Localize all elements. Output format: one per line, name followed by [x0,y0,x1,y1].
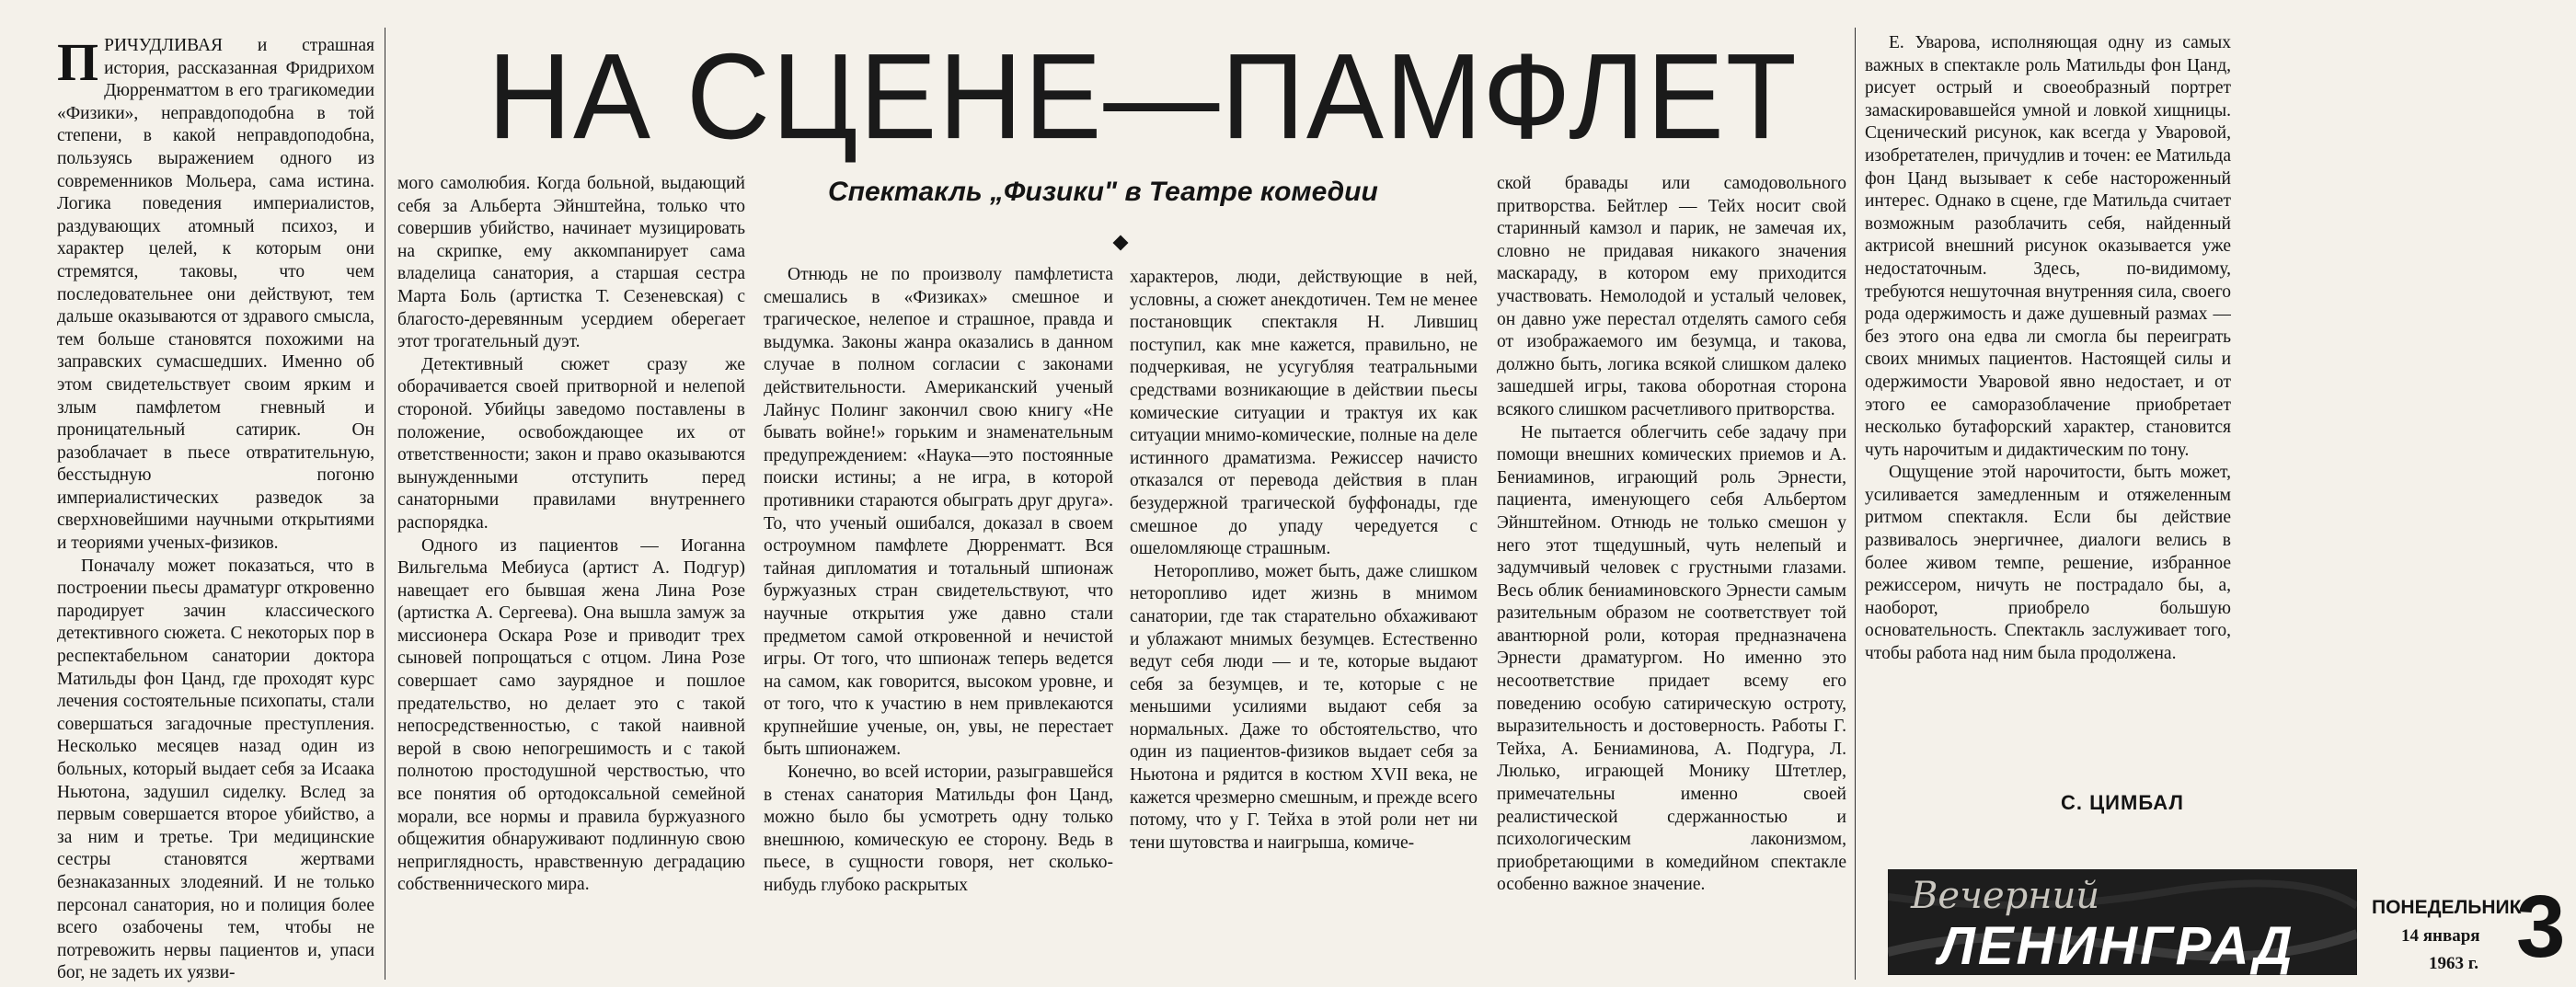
paragraph: Одного из пациентов — Иоганна Вильгельма Мебиуса (артист А. Подгур) навещает его бывшая жена Лина Розе (артистка А. Сергеева). Она вышла замуж за миссионера Оскара Розе и приводит трех сыновей попрощаться с отцом. Лина Розе совершает само заурядное и пошлое предательство, но делает это с такой непосредственностью, с такой наивной верой в свою непогрешимость и с такой полнотою простодушной черствостью, что все понятия об ортодоксальной семейной морали, все нормы и правила буржуазного общежития обнаруживают подлинную свою неприглядность, нравственную деградацию собственнического мира. [397,535,745,895]
article-column-3 [764,264,1113,982]
column-rule [1855,28,1856,980]
drop-cap: П [57,35,99,92]
paragraph: Конечно, во всей истории, разыгравшейся в стенах санатория Матильды фон Цанд, можно было бы усмотреть одну только внешнюю, комическую ее сторону. Ведь в пьесе, в сущности говоря, нет сколько-нибудь глубоко раскрытых [764,763,1113,896]
article-column-6 [1865,32,2231,860]
issue-date: 14 января [2401,926,2480,946]
paragraph: характеров, люди, действующие в ней, условны, а сюжет анекдотичен. Тем не менее постановщик спектакля Н. Лившиц поступил, как мне кажется, правильно, не подчеркивая, не усугубляя театральными средствами возникающие в действии пьесы комические ситуации и трактуя их как ситуации мнимо-комические, полные на деле истинного драматизма. Режиссер начисто отказался от перевода действия в план безудержной трагической буффонады, где смешное до упаду чередуется с ошеломляюще страшным. [1130,268,1478,559]
paragraph: Не пытается облегчить себе задачу при помощи внешних комических приемов и А. Бениаминов, играющий роль Эрнести, пациента, именующего себя Альбертом Эйнштейном. Отнюдь не только смешон у него этот тщедушный, чуть нелепый и задумчивый человек с грустными глазами. Весь облик бениаминовского Эрнести самым разительным образом не соответствует той авантюрной роли, которая предназначена Эрнести драматургом. Но именно это несоответствие придает всему его поведению особую сатирическую остроту, выразительность и достоверность. Работы Г. Тейха, А. Бениаминова, А. Подгура, Л. Люлько, играющей Монику Штетлер, примечательны именно своей реалистической сдержанностью и психологическим лаконизмом, приобретающими в комедийном спектакле особенно важное значение. [1497,422,1846,895]
newspaper-masthead [1888,869,2357,975]
article-column-5 [1497,173,1846,982]
paragraph: Отнюдь не по произволу памфлетиста смешались в «Физиках» смешное и трагическое, нелепое и страшное, правда и выдумка. Законы жанра оказались в данном случае в полном согласии с законами действительности. Американский ученый Лайнус Полинг закончил свою книгу «Не бывать войне!» горьким и знаменательным предупреждением: «Наука—это постоянные поиски истины; а не игра, в которой противники стараются обыграть друг друга». То, что ученый ошибался, доказал в своем остроумном памфлете Дюрренматт. Вся тайная дипломатия и тотальный шпионаж буржуазных стран свидетельствуют, что научные открытия уже давно стали предметом самой откровенной и нечистой игры. От того, что шпионаж теперь ведется на самом, как говорится, высоком уровне, и от того, что к участию в нем привлекаются крупнейшие ученые, он, увы, не перестает быть шпионажем. [764,265,1113,760]
masthead-title: ЛЕНИНГРАД [1938,916,2295,975]
ornament-diamond [1113,235,1129,251]
paragraph: Ощущение этой нарочитости, быть может, усиливается замедленным и отяжеленным ритмом спектакля. Если бы действие развивалось энергичнее, диалоги велись в более живом темпе, решение, избранное режиссером, ничуть не пострадало бы, а, наоборот, приобрело большую основательность. Спектакль заслуживает того, чтобы работа над ним была продолжена. [1865,463,2231,664]
article-column-2 [397,173,745,982]
issue-weekday: ПОНЕДЕЛЬНИК [2372,897,2522,918]
paragraph: Детективный сюжет сразу же оборачивается своей притворной и нелепой стороной. Убийцы заведомо поставлены в положение, освобождающее их от ответственности; закон и право оказываются вынужденными отступить перед санаторными правилами внутреннего распорядка. [397,354,745,533]
article-column-4 [1130,267,1478,982]
masthead-script: Вечерний [1911,875,2100,917]
paragraph: ской бравады или самодовольного притворства. Бейтлер — Тейх носит свой старинный камзол и парик, не замечая их, словно не придавая никакого значения маскараду, в котором ему приходится участвовать. Немолодой и усталый человек, он давно уже перестал отделять самого себя от изображаемого им безумца, и такова, должно быть, логика всякой слишком далеко зашедшей игры, такова оборотная сторона всякого слишком расчетливого притворства. [1497,174,1846,419]
issue-year: 1963 г. [2429,954,2478,973]
paragraph: Поначалу может показаться, что в построении пьесы драматург откровенно пародирует зачин классического детективного сюжета. С некоторых пор в респектабельном санатории доктора Матильды фон Цанд, где проходят курс лечения состоятельные психопаты, стали совершаться загадочные преступления. Несколько месяцев назад один из больных, который выдает себя за Исаака Ньютона, задушил сиделку. Вслед за первым совершается второе убийство, а за ним и третье. Три медицинские сестры становятся жертвами безнаказанных злодеяний. И не только персонал санатория, но и полиция более всего озабочены тем, чтобы не потревожить нервы пациентов и, упаси бог, не задеть их уязви- [57,556,374,982]
article-column-1 [57,35,374,982]
paragraph: Е. Уварова, исполняющая одну из самых важных в спектакле роль Матильды фон Цанд, рисует острый и своеобразный портрет замаскировавшейся умной и ловкой хищницы. Сценический рисунок, как всегда у Уваровой, изобретателен, причудлив и точен: ее Матильда фон Цанд вызывает к себе настороженный интерес. Однако в сцене, где Матильда считает возможным разоблачить себя, найденный актрисой внешний рисунок оказывается уже недостаточным. Здесь, по-видимому, требуются нешуточная внутренняя сила, своего рода одержимость и даже душевный размах — без этого она едва ли смогла бы переиграть своих мнимых пациентов. Настоящей силы и одержимости Уваровой явно недостает, и от этого ее саморазоблачение приобретает несколько бутафорский характер, становится чуть нарочитым и дидактическим по тону. [1865,33,2231,460]
paragraph: Неторопливо, может быть, даже слишком неторопливо идет жизнь в мнимом санатории, где так старательно обхаживают и ублажают мнимых безумцев. Естественно ведут себя люди — и те, которые выдают себя за безумцев, и те, которые с не меньшими усилиями выдают себя за нормальных. Даже то обстоятельство, что один из пациентов-физиков выдает себя за Ньютона и рядится в костюм XVII века, не кажется чрезмерно смешным, и прежде всего потому, что у Г. Тейха в этой роли нет ни тени шутовства и наигрыша, комиче- [1130,561,1478,853]
lead-text: РИЧУДЛИВАЯ и страшная история, рассказанная Фридрихом Дюрренматтом в его трагикомедии «Физики», неправдоподобна в той степени, в какой неправдоподобна, пользуясь выражением одного из современников Мольера, сама истина. Логика поведения империалистов, раздувающих атомный психоз, и характер целей, к которым они стремятся, таковы, что чем последовательнее они действуют, тем дальше оказываются от здравого смысла, тем больше становятся похожими на заправских сумасшедших. Именно об этом свидетельствует своим ярким и злым памфлетом гневный и проницательный сатирик. Он разоблачает в пьесе отвратительную, бесстыдную погоню империалистических разведок за сверхновейшими научными открытиями и теориями ученых-физиков. [57,36,374,554]
page-number: 3 [2516,878,2566,976]
article-subheadline: Спектакль „Физики" в Театре комедии [828,177,1378,207]
paragraph: мого самолюбия. Когда больной, выдающий себя за Альберта Эйнштейна, только что совершив убийство, начинает музицировать на скрипке, ему аккомпанирует сама владелица санатория, а старшая сестра Марта Боль (артистка Т. Сезеневская) с благосто-деревянным усердием оберегает этот трогательный дуэт. [397,174,745,352]
lead-paragraph [57,35,374,556]
article-headline: НА СЦЕНЕ—ПАМФЛЕТ [488,28,1799,165]
author-signature: С. ЦИМБАЛ [2061,791,2184,814]
